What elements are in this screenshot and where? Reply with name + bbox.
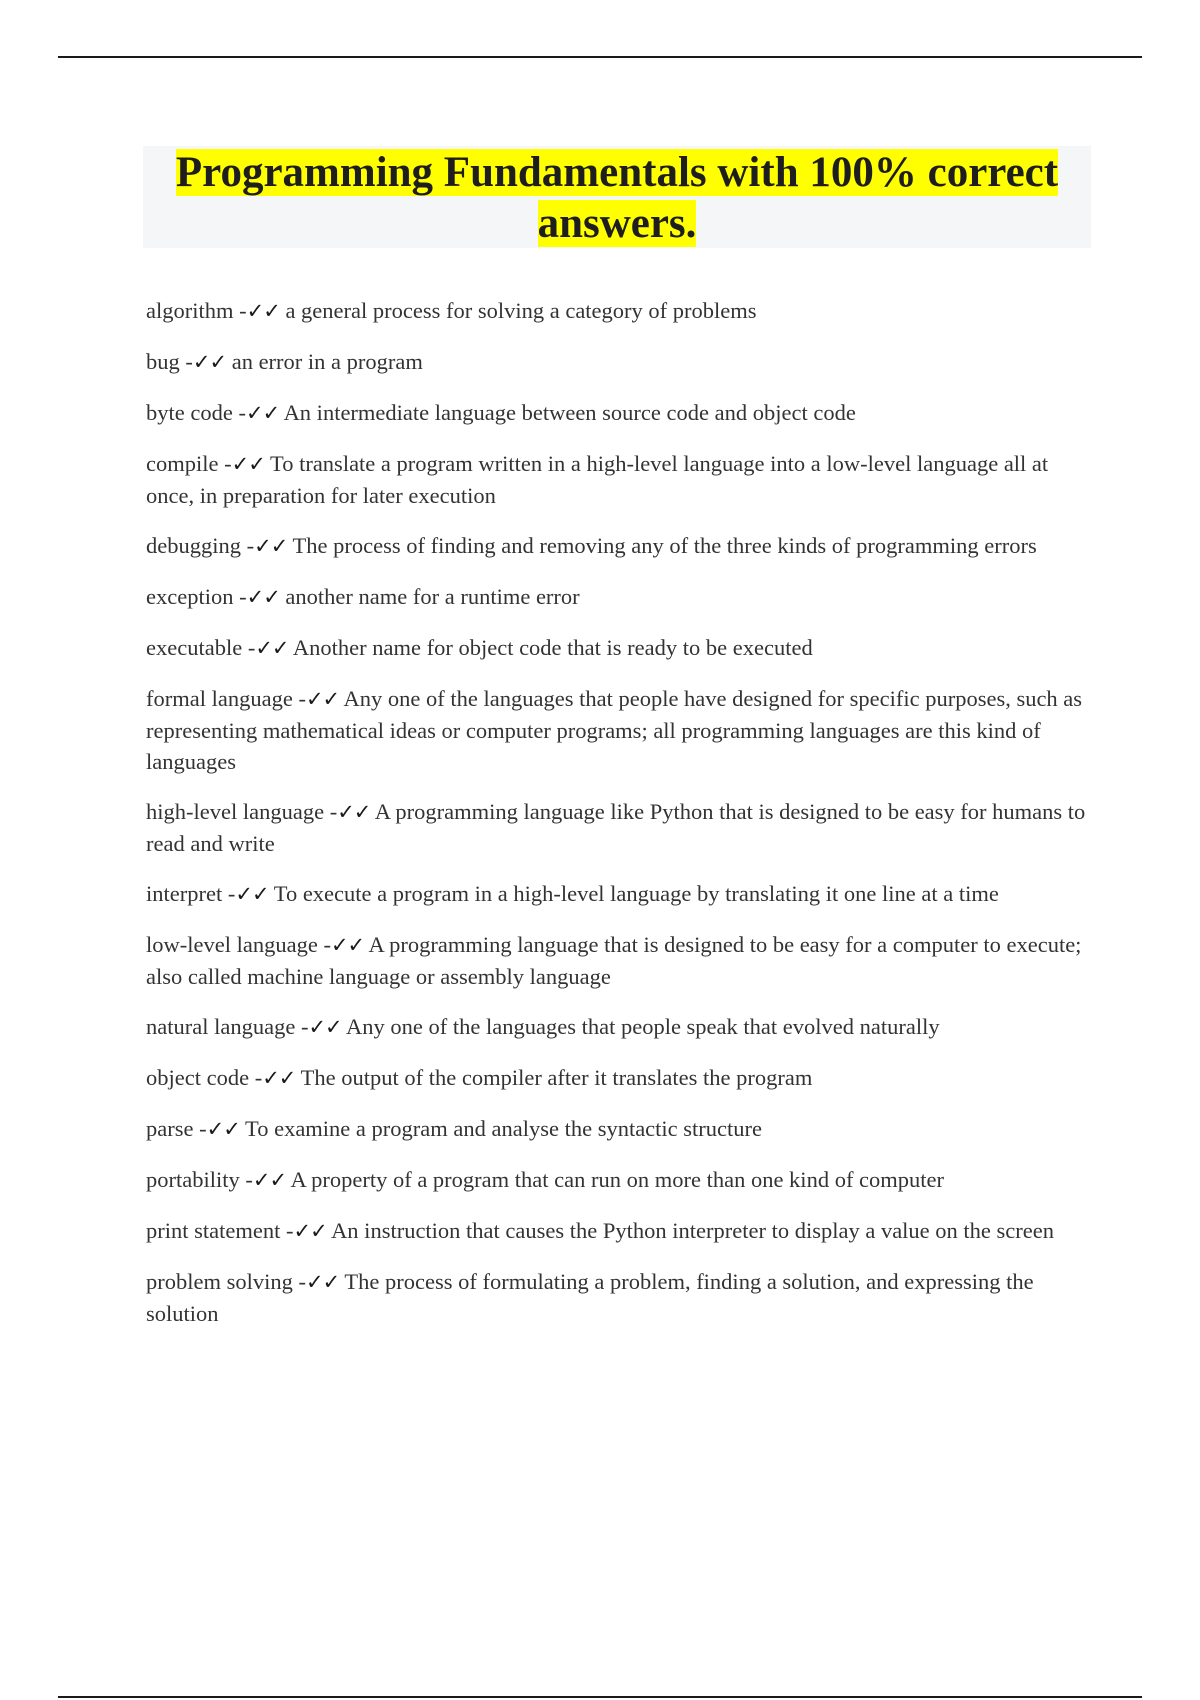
list-item [146,878,1091,910]
entry-term: natural language [146,1014,296,1039]
double-check-icon: ✓✓ [245,401,280,425]
title-line-1: Programming Fundamentals with 100% correct [175,149,1059,196]
list-item [146,1011,1091,1043]
double-check-icon: ✓✓ [262,1066,296,1090]
entry-separator: - [295,1014,309,1039]
entry-separator: - [233,584,247,609]
entry-term: byte code [146,400,233,425]
double-check-icon: ✓✓ [293,1219,327,1243]
entry-separator: - [222,881,236,906]
definition-list [146,295,1091,1348]
entry-separator: - [280,1218,294,1243]
title-block [143,146,1091,248]
entry-definition: an error in a program [231,349,423,374]
entry-definition: The output of the compiler after it translates the program [300,1065,813,1090]
entry-definition: An intermediate language between source code and object code [283,400,856,425]
double-check-icon: ✓✓ [308,1015,342,1039]
list-item [146,530,1091,562]
double-check-icon: ✓✓ [330,933,365,957]
entry-term: portability [146,1167,240,1192]
entry-separator: - [317,932,331,957]
entry-definition: The process of formulating a problem, finding a solution, and expressing the solution [146,1269,1034,1326]
entry-separator: - [242,635,256,660]
entry-definition: a general process for solving a category of problems [285,298,757,323]
title-line-2: answers. [537,200,697,247]
entry-definition: To execute a program in a high-level language by translating it one line at a time [273,881,999,906]
list-item [146,1266,1091,1329]
list-item [146,796,1091,859]
entry-term: parse [146,1116,194,1141]
double-check-icon: ✓✓ [246,299,280,323]
entry-separator: - [233,298,247,323]
double-check-icon: ✓✓ [306,1270,340,1294]
entry-term: object code [146,1065,250,1090]
entry-term: problem solving [146,1269,293,1294]
double-check-icon: ✓✓ [252,1168,287,1192]
list-item [146,295,1091,327]
entry-term: compile [146,451,219,476]
entry-term: bug [146,349,180,374]
double-check-icon: ✓✓ [246,585,280,609]
page-title [143,146,1091,249]
entry-definition: A programming language like Python that is designed to be easy for humans to read and write [146,799,1086,856]
entry-separator: - [179,349,193,374]
bottom-divider [58,1696,1142,1698]
list-item [146,1062,1091,1094]
double-check-icon: ✓✓ [255,636,289,660]
list-item [146,683,1091,777]
list-item [146,448,1091,511]
entry-separator: - [193,1116,207,1141]
entry-separator: - [239,1167,253,1192]
double-check-icon: ✓✓ [231,452,265,476]
double-check-icon: ✓✓ [254,534,288,558]
entry-definition: The process of finding and removing any of the three kinds of programming errors [292,533,1037,558]
entry-term: low-level language [146,932,318,957]
entry-term: formal language [146,686,293,711]
entry-term: executable [146,635,243,660]
double-check-icon: ✓✓ [305,687,340,711]
entry-definition: To examine a program and analyse the syntactic structure [245,1116,763,1141]
entry-separator: - [218,451,232,476]
entry-definition: A programming language that is designed to be easy for a computer to execute; also called machine language or assembly language [146,932,1082,989]
entry-separator: - [241,533,255,558]
double-check-icon: ✓✓ [337,800,371,824]
list-item [146,632,1091,664]
list-item [146,1164,1091,1196]
entry-separator: - [292,1269,306,1294]
entry-separator: - [232,400,246,425]
entry-term: exception [146,584,234,609]
entry-definition: Any one of the languages that people speak that evolved naturally [346,1014,940,1039]
entry-term: algorithm [146,298,234,323]
list-item [146,346,1091,378]
entry-term: debugging [146,533,241,558]
entry-term: high-level language [146,799,325,824]
entry-definition: An instruction that causes the Python interpreter to display a value on the screen [331,1218,1054,1243]
entry-definition: another name for a runtime error [285,584,580,609]
top-divider [58,56,1142,58]
entry-term: print statement [146,1218,281,1243]
entry-separator: - [249,1065,263,1090]
list-item [146,1113,1091,1145]
double-check-icon: ✓✓ [206,1117,240,1141]
list-item [146,581,1091,613]
entry-separator: - [292,686,306,711]
entry-definition: Another name for object code that is ready to be executed [292,635,813,660]
entry-definition: Any one of the languages that people have designed for specific purposes, such as representing mathematical ideas or computer programs; all programming languages are this kind of languages [146,686,1083,774]
double-check-icon: ✓✓ [235,882,269,906]
entry-term: interpret [146,881,223,906]
entry-definition: To translate a program written in a high-level language into a low-level language all at once, in preparation for later execution [146,451,1049,508]
entry-definition: A property of a program that can run on more than one kind of computer [290,1167,945,1192]
double-check-icon: ✓✓ [192,350,227,374]
list-item [146,1215,1091,1247]
list-item [146,397,1091,429]
list-item [146,929,1091,992]
entry-separator: - [324,799,338,824]
